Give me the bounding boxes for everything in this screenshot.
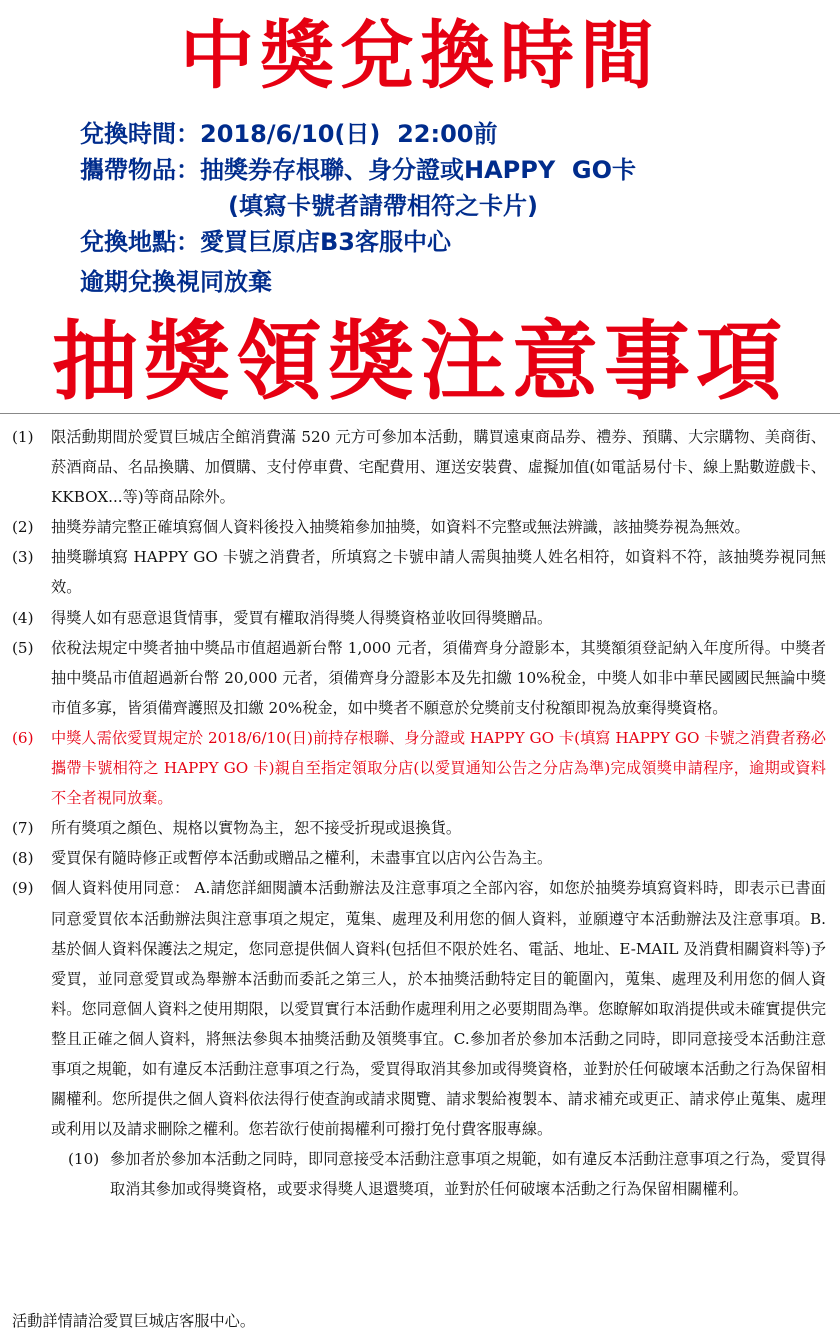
rule-text: 愛買保有隨時修正或暫停本活動或贈品之權利，未盡事宜以店內公告為主。 — [51, 849, 553, 868]
rule-number: (7) — [12, 819, 34, 838]
rule-number: (8) — [12, 849, 34, 868]
redemption-info — [80, 116, 820, 300]
expiry-note: 逾期兌換視同放棄 — [80, 268, 272, 296]
rule-item-4 — [12, 603, 826, 633]
notice-title: 抽獎領獎注意事項 — [52, 312, 788, 412]
rule-number: (2) — [12, 518, 34, 537]
rule-text: 參加者於參加本活動之同時，即同意接受本活動注意事項之規範，如有違反本活動注意事項之行為，愛買得取消其參加或得獎資格，或要求得獎人退還獎項，並對於任何破壞本活動之行為保留相關權利。 — [110, 1150, 826, 1199]
rules-list — [0, 414, 840, 1204]
rule-item-10 — [12, 1144, 826, 1204]
rule-item-5 — [12, 633, 826, 723]
rules-section — [0, 413, 840, 1344]
place-value: 愛買巨原店B3客服中心 — [200, 228, 451, 256]
rule-text: 抽獎券請完整正確填寫個人資料後投入抽獎箱參加抽獎，如資料不完整或無法辨識，該抽獎券視為無效。 — [51, 518, 750, 537]
redemption-time-row — [80, 116, 820, 152]
rule-text: 所有獎項之顏色、規格以實物為主，恕不接受折現或退換貨。 — [51, 819, 462, 838]
items-value: 抽獎券存根聯、身分證或HAPPY GO卡 — [200, 156, 637, 184]
expiry-row — [80, 264, 820, 300]
rule-text: 中獎人需依愛買規定於 2018/6/10(日)前持存根聯、身分證或 HAPPY GO 卡(填寫 HAPPY GO 卡號之消費者務必攜帶卡號相符之 HAPPY GO 卡)親自至指定領取分店(以愛買通知公告之分店為準)完成領獎申請程序，逾期或資料不全者視同放棄。 — [51, 728, 826, 808]
place-label: 兌換地點： — [80, 228, 200, 256]
rule-text: 個人資料使用同意： A.請您詳細閱讀本活動辦法及注意事項之全部內容，如您於抽獎券填寫資料時，即表示已書面同意愛買依本活動辦法與注意事項之規定，蒐集、處理及利用您的個人資料，並願遵守本活動辦法及注意事項。B.基於個人資料保護法之規定，您同意提供個人資料(包括但不限於姓名、電話、地址、E-MAIL 及消費相關資料等)予愛買，並同意愛買或為舉辦本活動而委託之第三人，於本抽獎活動特定目的範圍內，蒐集、處理及利用您的個人資料。您同意個人資料之使用期限，以愛買實行本活動作處理利用之必要期間為準。您瞭解如取消提供或未確實提供完整且正確之個人資料，將無法參與本抽獎活動及領獎事宜。C.參加者於參加本活動之同時，即同意接受本活動注意事項之規範，如有違反本活動注意事項之行為，愛買得取消其參加或得獎資格，並對於任何破壞本活動之行為保留相關權利。您所提供之個人資料依法得行使查詢或請求閱覽、請求製給複製本、請求補充或更正、請求停止蒐集、處理或利用以及請求刪除之權利。您若欲行使前揭權利可撥打免付費客服專線。 — [51, 879, 826, 1139]
place-row — [80, 224, 820, 260]
items-row — [80, 152, 820, 188]
rule-number: (4) — [12, 608, 34, 627]
rule-number: (3) — [12, 548, 34, 567]
rule-item-9 — [12, 873, 826, 1144]
rule-text: 依稅法規定中獎者抽中獎品市值超過新台幣 1,000 元者，須備齊身分證影本，其獎額須登記納入年度所得。中獎者抽中獎品市值超過新台幣 20,000 元者，須備齊身分證影本及先扣繳 10%稅金，中獎人如非中華民國國民無論中獎市值多寡，皆須備齊護照及扣繳 20%稅金，如中獎者不願意於兌獎前支付稅額即視為放棄得獎資格。 — [51, 638, 826, 717]
rule-number: (5) — [12, 638, 34, 657]
redemption-time-value: 2018/6/10(日) 22:00前 — [200, 120, 498, 148]
rule-number: (1) — [12, 428, 34, 446]
rule-item-2 — [12, 512, 826, 542]
items-label: 攜帶物品： — [80, 156, 200, 184]
footer-contact: 活動詳情請洽愛買巨城店客服中心。 — [12, 1312, 255, 1330]
rule-item-6 — [12, 723, 826, 813]
rule-item-8 — [12, 843, 826, 873]
rule-number: (9) — [12, 879, 34, 898]
rule-text: 抽獎聯填寫 HAPPY GO 卡號之消費者，所填寫之卡號申請人需與抽獎人姓名相符，如資料不符，該抽獎券視同無效。 — [51, 548, 826, 597]
rule-item-3 — [12, 542, 826, 602]
rule-text: 得獎人如有惡意退貨情事，愛買有權取消得獎人得獎資格並收回得獎贈品。 — [51, 608, 553, 627]
items-note: (填寫卡號者請帶相符之卡片) — [228, 192, 538, 220]
items-note-row — [80, 188, 820, 224]
rule-number: (10) — [68, 1150, 100, 1169]
redemption-time-label: 兌換時間： — [80, 120, 200, 148]
rule-item-7 — [12, 813, 826, 843]
rule-number: (6) — [12, 728, 34, 747]
rule-item-1 — [12, 422, 826, 512]
page-title: 中獎兌換時間 — [180, 13, 660, 99]
rule-text: 限活動期間於愛買巨城店全館消費滿 520 元方可參加本活動，購買遠東商品券、禮券、預購、大宗購物、美商街、菸酒商品、名品換購、加價購、支付停車費、宅配費用、運送安裝費、虛擬加值(如電話易付卡、線上點數遊戲卡、KKBOX...等)等商品除外。 — [51, 428, 826, 507]
